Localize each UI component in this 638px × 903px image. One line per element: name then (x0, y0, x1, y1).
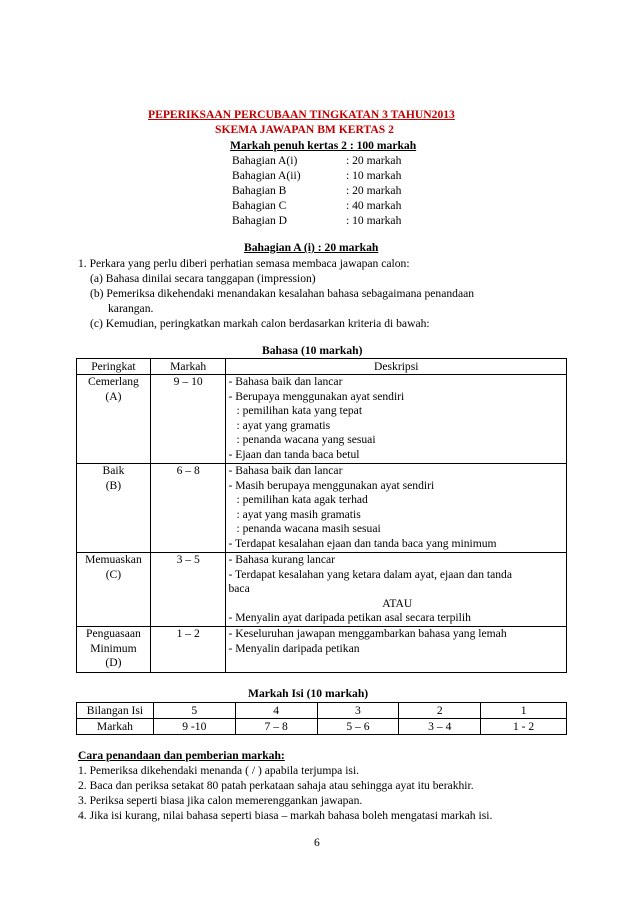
description-line: - Bahasa baik dan lancar (228, 375, 343, 388)
description-cell (226, 627, 567, 673)
section-a-heading: Bahagian A (i) : 20 markah (244, 241, 379, 254)
section-marks: : 10 markah (346, 169, 402, 182)
section-a-intro: 1. Perkara yang perlu diberi perhatian semasa membaca jawapan calon: (78, 257, 410, 270)
isi-cell: 1 (481, 703, 567, 719)
point-b: (b) Pemeriksa dikehendaki menandakan kesalahan bahasa sebagaimana penandaan (90, 287, 475, 300)
scheme-subtitle: SKEMA JAWAPAN BM KERTAS 2 (215, 123, 394, 136)
isi-cell: 5 – 6 (317, 719, 399, 735)
isi-table-title: Markah Isi (10 markah) (248, 687, 369, 700)
level-cell (77, 375, 151, 464)
description-line: baca (228, 582, 250, 595)
level-grade: (D) (105, 656, 122, 669)
table-row (77, 464, 567, 553)
section-marks-row (232, 184, 432, 199)
level-name: Penguasaan (86, 627, 141, 640)
level-grade: (A) (105, 389, 122, 403)
description-line: - Terdapat kesalahan yang ketara dalam ayat, ejaan dan tanda (228, 567, 513, 581)
col-header-deskripsi: Deskripsi (226, 359, 567, 375)
full-marks-line: Markah penuh kertas 2 : 100 markah (230, 139, 417, 152)
section-marks-row (232, 154, 432, 169)
marks-cell: 1 – 2 (150, 627, 226, 673)
level-name: Cemerlang (87, 375, 139, 388)
isi-cell: 5 (153, 703, 235, 719)
description-line: - Terdapat kesalahan ejaan dan tanda baca yang minimum (228, 536, 497, 550)
isi-cell: 1 - 2 (481, 719, 567, 735)
description-line: : penanda wacana masih sesuai (236, 522, 381, 535)
level-name: Memuaskan (85, 553, 142, 566)
section-marks: : 40 markah (346, 199, 402, 212)
isi-cell: Bilangan Isi (77, 703, 154, 719)
level-grade: (C) (105, 567, 122, 581)
exam-title: PEPERIKSAAN PERCUBAAN TINGKATAN 3 TAHUN2013 (148, 108, 455, 121)
isi-cell: 3 – 4 (399, 719, 481, 735)
section-name: Bahagian A(i) (232, 154, 298, 167)
isi-cell: 9 -10 (153, 719, 235, 735)
isi-table (76, 702, 567, 735)
page-number: 6 (314, 836, 320, 849)
point-c: (c) Kemudian, peringkatkan markah calon berdasarkan kriteria di bawah: (90, 317, 430, 330)
description-cell (226, 553, 567, 627)
col-header-markah: Markah (150, 359, 226, 375)
section-name: Bahagian D (232, 214, 288, 227)
section-name: Bahagian A(ii) (232, 169, 301, 182)
level-cell (77, 464, 151, 553)
isi-cell: 3 (317, 703, 399, 719)
instruction-item: 2. Baca dan periksa setakat 80 patah perkataan sahaja atau sehingga ayat itu berakhir. (78, 779, 474, 792)
section-name: Bahagian B (232, 184, 287, 197)
isi-cell: 2 (399, 703, 481, 719)
table-row (77, 553, 567, 627)
table-row (77, 375, 567, 464)
table-row (77, 627, 567, 673)
level-name: Baik (102, 464, 125, 477)
point-b-continued: karangan. (108, 302, 154, 315)
section-marks: : 20 markah (346, 184, 402, 197)
description-cell (226, 375, 567, 464)
isi-cell: 4 (235, 703, 317, 719)
description-line: : ayat yang gramatis (236, 418, 331, 432)
section-marks-row (232, 214, 432, 229)
marks-cell: 6 – 8 (150, 464, 226, 553)
description-line: : pemilihan kata agak terhad (236, 493, 368, 506)
bahasa-table-title: Bahasa (10 markah) (262, 344, 363, 357)
instruction-item: 4. Jika isi kurang, nilai bahasa seperti biasa – markah bahasa boleh mengatasi markah isi. (78, 809, 493, 822)
bahasa-table (76, 358, 567, 673)
description-line: : ayat yang masih gramatis (236, 507, 361, 521)
description-line-atau: ATAU (382, 596, 413, 610)
isi-cell: 7 – 8 (235, 719, 317, 735)
isi-cell: Markah (77, 719, 154, 735)
description-line: : penanda wacana yang sesuai (236, 433, 376, 446)
instruction-item: 3. Periksa seperti biasa jika calon memerenggankan jawapan. (78, 794, 363, 807)
table-header-row (77, 359, 567, 375)
description-line: - Bahasa kurang lancar (228, 553, 336, 566)
description-cell (226, 464, 567, 553)
level-name: Minimum (90, 641, 137, 655)
section-name: Bahagian C (232, 199, 287, 212)
section-marks-row (232, 169, 432, 184)
col-header-peringkat: Peringkat (77, 359, 151, 375)
isi-count-row (77, 703, 567, 719)
marks-cell: 3 – 5 (150, 553, 226, 627)
description-line: - Berupaya menggunakan ayat sendiri (228, 389, 405, 403)
description-line: - Menyalin ayat daripada petikan asal secara terpilih (228, 611, 471, 624)
description-line: - Menyalin daripada petikan (228, 641, 360, 655)
section-marks-row (232, 199, 432, 214)
level-grade: (B) (105, 478, 122, 492)
description-line: : pemilihan kata yang tepat (236, 404, 363, 417)
description-line: - Masih berupaya menggunakan ayat sendiri (228, 478, 435, 492)
instructions-heading: Cara penandaan dan pemberian markah: (78, 749, 285, 762)
description-line: - Ejaan dan tanda baca betul (228, 447, 360, 461)
level-cell (77, 627, 151, 673)
level-cell (77, 553, 151, 627)
description-line: - Bahasa baik dan lancar (228, 464, 343, 477)
isi-marks-row (77, 719, 567, 735)
section-marks: : 10 markah (346, 214, 402, 227)
section-marks: : 20 markah (346, 154, 402, 167)
point-a: (a) Bahasa dinilai secara tanggapan (impression) (90, 272, 316, 285)
description-line: - Keseluruhan jawapan menggambarkan bahasa yang lemah (228, 627, 507, 640)
instruction-item: 1. Pemeriksa dikehendaki menanda ( / ) apabila terjumpa isi. (78, 764, 360, 777)
marks-cell: 9 – 10 (150, 375, 226, 464)
